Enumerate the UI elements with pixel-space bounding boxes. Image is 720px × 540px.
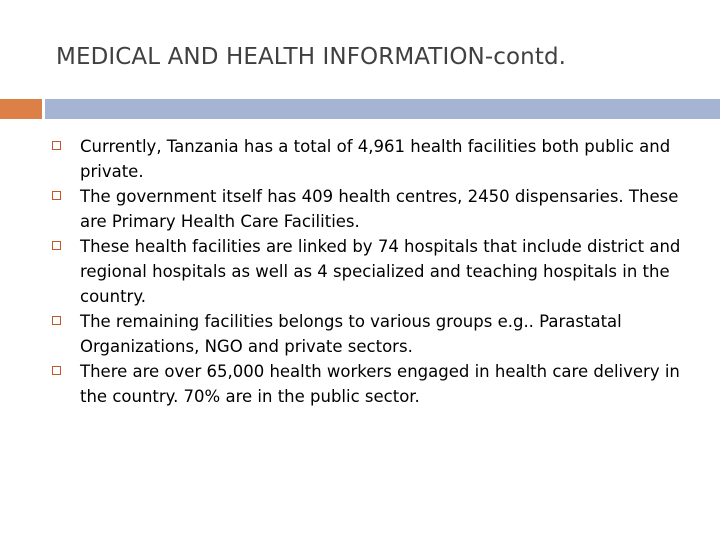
title-accent-bar — [0, 99, 42, 119]
bullet-text: The remaining facilities belongs to various groups e.g.. Parastatal Organizations, NGO and private sectors. — [80, 312, 622, 356]
bullet-text: These health facilities are linked by 74 hospitals that include district and regional hospitals as well as 4 specialized and teaching hospitals in the country. — [80, 237, 681, 306]
bullet-item — [52, 359, 702, 409]
bullet-item — [52, 134, 702, 184]
bullet-item — [52, 184, 702, 234]
square-bullet-icon — [52, 241, 61, 250]
title-divider-bar — [45, 99, 720, 119]
bullet-text: Currently, Tanzania has a total of 4,961 health facilities both public and private. — [80, 137, 671, 181]
bullet-item — [52, 309, 702, 359]
bullet-item — [52, 234, 702, 309]
slide-title: MEDICAL AND HEALTH INFORMATION-contd. — [56, 44, 567, 70]
bullet-text: There are over 65,000 health workers engaged in health care delivery in the country. 70% are in the public sector. — [80, 362, 680, 406]
bullet-list — [52, 134, 702, 409]
square-bullet-icon — [52, 191, 61, 200]
bullet-text: The government itself has 409 health centres, 2450 dispensaries. These are Primary Health Care Facilities. — [80, 187, 679, 231]
square-bullet-icon — [52, 141, 61, 150]
square-bullet-icon — [52, 316, 61, 325]
square-bullet-icon — [52, 366, 61, 375]
